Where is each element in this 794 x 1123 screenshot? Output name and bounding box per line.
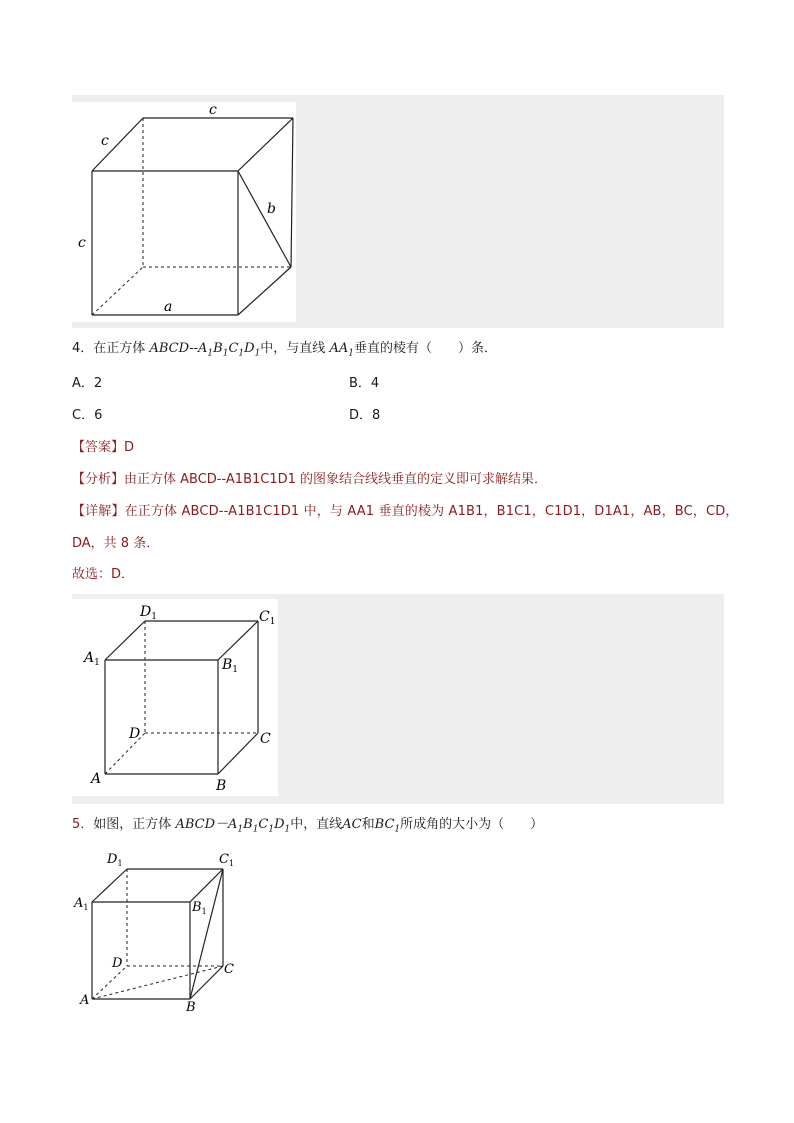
q5-stem xyxy=(72,816,543,839)
q5-text-and: 和 xyxy=(361,817,375,832)
vertex-label-C: C xyxy=(260,731,271,747)
q4-option-d: D．8 xyxy=(349,408,381,423)
vertex-label-B: B xyxy=(186,1000,196,1015)
q4-option-b: B．4 xyxy=(349,376,380,391)
q5-number: 5． xyxy=(72,817,94,832)
q4-number: 4． xyxy=(72,341,94,356)
vertex-label-D: D xyxy=(129,726,141,742)
label-top-edge: c xyxy=(209,102,217,118)
label-diagonal-edge: b xyxy=(267,201,276,217)
q4-detail-line-1: 【详解】在正方体 ABCD--A1B1C1D1 中，与 AA1 垂直的棱为 A1B1，B1C1，C1D1，D1A1，AB，BC，CD， xyxy=(72,504,739,519)
q4-option-c: C．6 xyxy=(72,408,103,423)
label-bottom-edge: a xyxy=(164,299,173,315)
cube-diagram xyxy=(72,599,278,796)
vertex-label-A1: $A_1$ xyxy=(84,650,100,668)
vertex-label-A1: $A_1$ xyxy=(74,896,89,912)
figure-2 xyxy=(72,599,278,796)
q4-stem xyxy=(72,340,497,363)
cuboid-diagram xyxy=(72,102,296,322)
label-left-edge: c xyxy=(78,235,86,251)
figure-3 xyxy=(72,848,242,1016)
q4-answer: 【答案】D xyxy=(72,440,135,455)
q4-text-pre: 在正方体 xyxy=(93,341,146,356)
q4-detail-line-2: DA，共 8 条． xyxy=(72,536,160,551)
vertex-label-C1: $C_1$ xyxy=(259,609,276,627)
vertex-label-D1: $D_1$ xyxy=(140,604,157,622)
q4-line-name: $AA_1$ xyxy=(329,341,354,359)
q4-solid-name: ABCD-$-A_1B_1C_1D_1$ xyxy=(149,341,261,359)
q5-text-mid: 中，直线 xyxy=(290,817,343,832)
vertex-label-A: A xyxy=(91,771,102,787)
vertex-label-D: D xyxy=(112,956,123,971)
vertex-label-C1: $C_1$ xyxy=(219,852,235,868)
vertex-label-B: B xyxy=(216,778,227,794)
q4-choice: 故选：D． xyxy=(72,567,135,582)
figure-1 xyxy=(72,102,296,322)
q5-line-ac: AC xyxy=(342,817,362,832)
q4-text-post: 垂直的棱有（ ）条． xyxy=(353,341,497,356)
vertex-label-B1: $B_1$ xyxy=(192,900,207,916)
q5-line-bc1: $BC_1$ xyxy=(374,817,401,835)
vertex-label-A: A xyxy=(80,993,90,1008)
cube-diagonal-diagram xyxy=(72,848,242,1016)
q5-text-pre: 如图，正方体 xyxy=(93,817,172,832)
q4-text-mid: 中，与直线 xyxy=(260,341,326,356)
q5-text-post: 所成角的大小为（ ） xyxy=(400,817,544,832)
vertex-label-B1: $B_1$ xyxy=(222,657,239,675)
q5-solid-name: $ABCD-A_1B_1C_1D_1$ xyxy=(175,817,291,835)
q4-option-a: A．2 xyxy=(72,376,103,391)
vertex-label-D1: $D_1$ xyxy=(107,852,123,868)
q4-analysis: 【分析】由正方体 ABCD--A1B1C1D1 的图象结合线线垂直的定义即可求解结果． xyxy=(72,472,548,487)
vertex-label-C: C xyxy=(224,962,234,977)
label-left-top-edge: c xyxy=(101,133,109,149)
